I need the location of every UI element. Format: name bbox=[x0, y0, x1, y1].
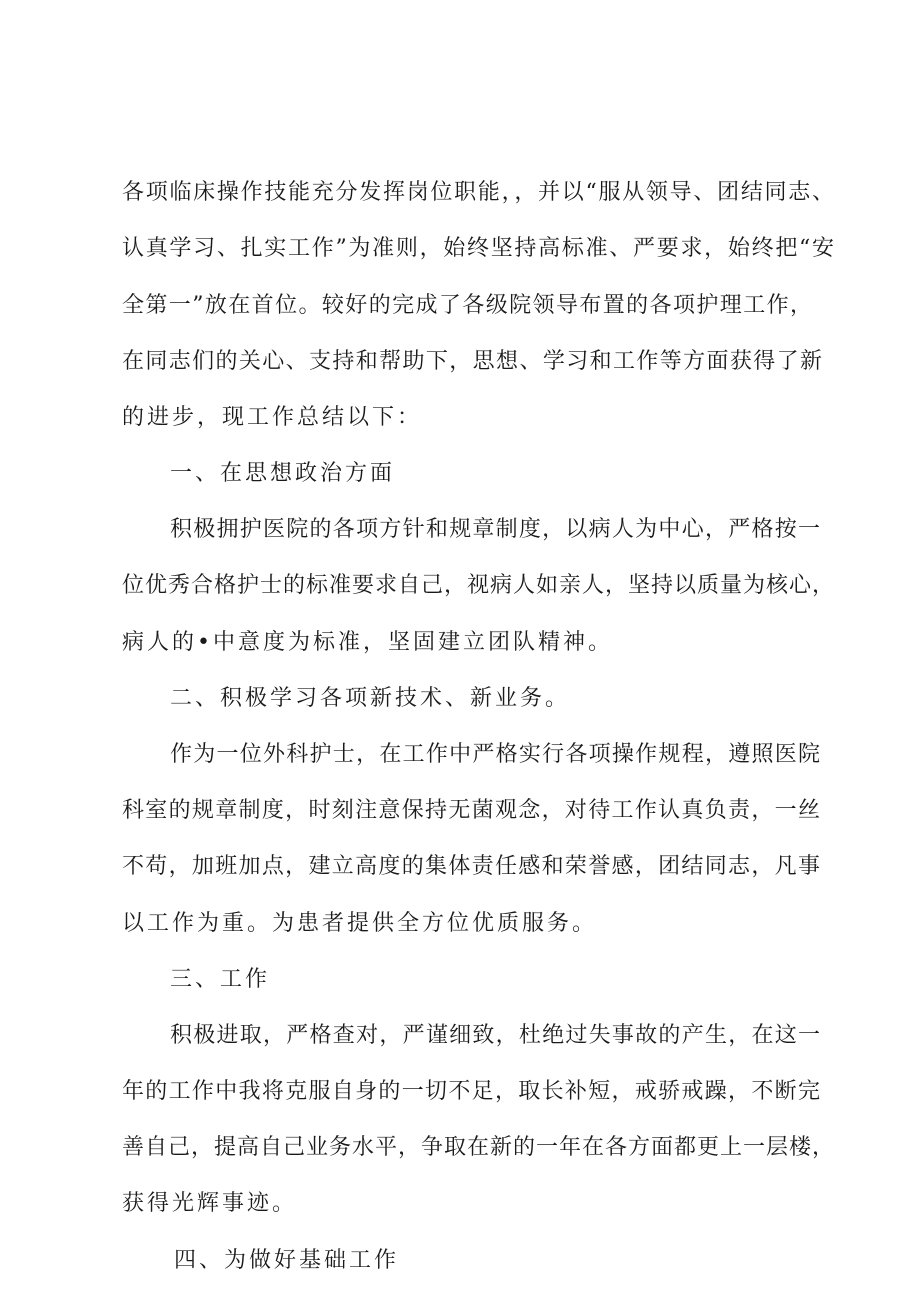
section-3-line-2: 年的工作中我将克服自身的一切不足，取长补短，戒骄戒躁，不断完 bbox=[122, 1079, 820, 1104]
intro-line-5: 的进步，现工作总结以下： bbox=[122, 405, 423, 430]
section-2-line-3: 不苟，加班加点，建立高度的集体责任感和荣誉感，团结同志，凡事 bbox=[122, 854, 820, 879]
section-2-line-4: 以工作为重。为患者提供全方位优质服务。 bbox=[122, 911, 598, 936]
section-3-line-1: 积极进取，严格查对，严谨细致，杜绝过失事故的产生，在这一 bbox=[170, 1023, 820, 1048]
section-2-heading: 二、积极学习各项新技术、新业务。 bbox=[170, 686, 571, 711]
section-3-line-4: 获得光辉事迹。 bbox=[122, 1191, 298, 1216]
section-1-line-3: 病人的•中意度为标准，坚固建立团队精神。 bbox=[122, 630, 613, 655]
section-4-heading: 四、为做好基础工作 bbox=[174, 1248, 400, 1273]
section-1-heading: 一、在思想政治方面 bbox=[170, 461, 396, 486]
section-1-line-1: 积极拥护医院的各项方针和规章制度，以病人为中心，严格按一 bbox=[170, 517, 820, 542]
intro-line-3: 全第一”放在首位。较好的完成了各级院领导布置的各项护理工作， bbox=[122, 293, 812, 318]
intro-line-2: 认真学习、扎实工作”为准则，始终坚持高标准、严要求，始终把“安 bbox=[122, 236, 834, 261]
section-1-line-2: 位优秀合格护士的标准要求自己，视病人如亲人，坚持以质量为核心， bbox=[122, 573, 834, 598]
section-2-line-2: 科室的规章制度，时刻注意保持无菌观念，对待工作认真负责，一丝 bbox=[122, 798, 820, 823]
section-3-line-3: 善自己，提高自己业务水平，争取在新的一年在各方面都更上一层楼， bbox=[122, 1135, 834, 1160]
section-3-heading: 三、工作 bbox=[170, 967, 271, 992]
intro-line-4: 在同志们的关心、支持和帮助下，思想、学习和工作等方面获得了新 bbox=[122, 349, 822, 374]
section-2-line-1: 作为一位外科护士，在工作中严格实行各项操作规程，遵照医院 bbox=[170, 742, 820, 767]
intro-line-1: 各项临床操作技能充分发挥岗位职能，，并以“服从领导、团结同志、 bbox=[122, 180, 834, 205]
